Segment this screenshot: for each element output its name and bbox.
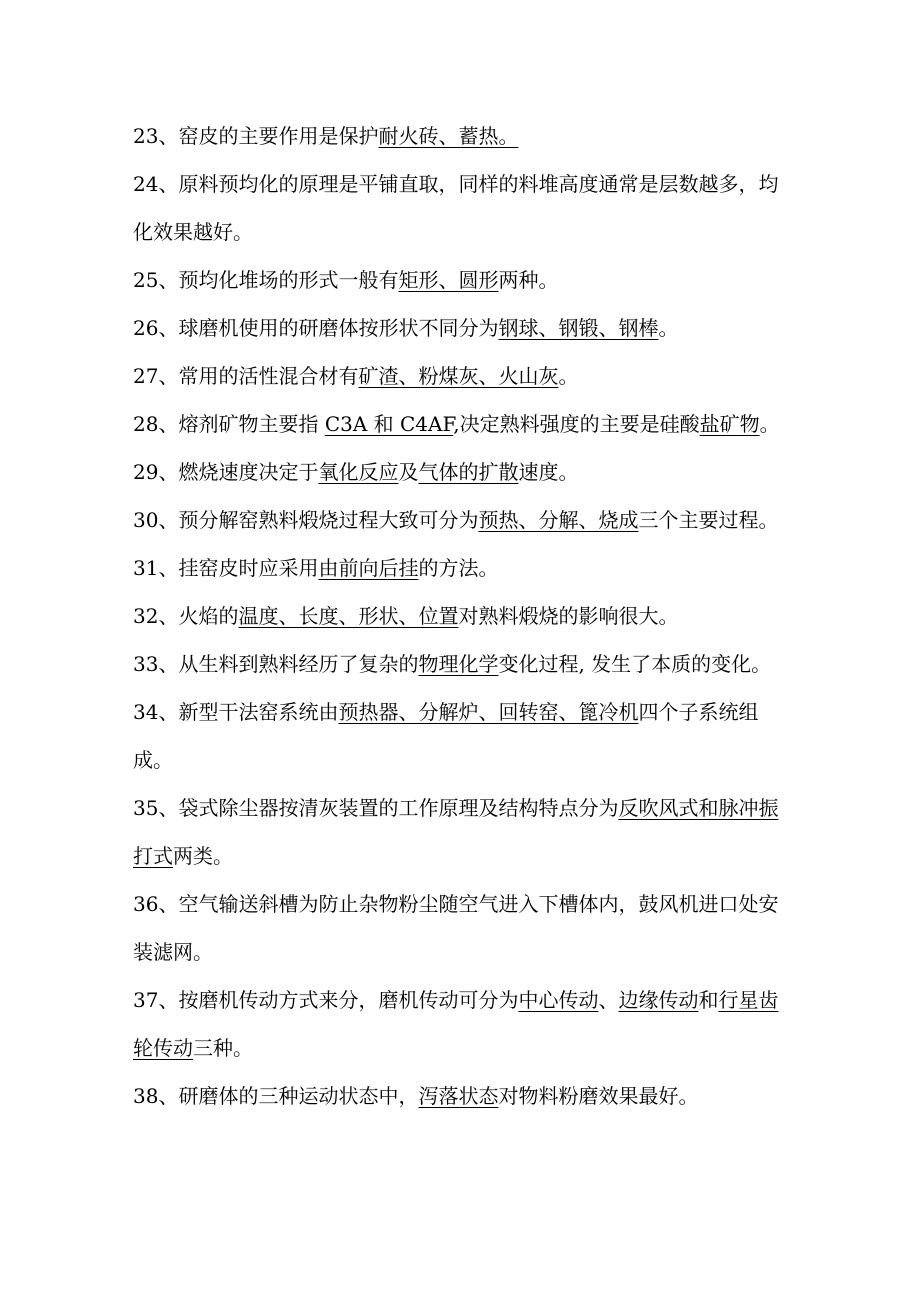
question-item xyxy=(133,400,793,448)
question-text: 26、球磨机使用的研磨体按形状不同分为 xyxy=(133,316,499,340)
question-text: 25、预均化堆场的形式一般有 xyxy=(133,268,399,292)
question-text: ,决定熟料强度的主要是硅酸 xyxy=(453,412,700,436)
question-text: 两类。 xyxy=(173,844,233,868)
answer-blank: 耐火砖、蓄热。 xyxy=(378,124,519,148)
question-item xyxy=(133,112,793,160)
question-item xyxy=(133,640,793,688)
question-item xyxy=(133,496,793,544)
answer-blank: 泻落状态 xyxy=(418,1084,499,1108)
answer-blank: 反吹风式和脉冲振打式 xyxy=(133,796,779,868)
answer-blank: 矿渣、粉煤灰、火山灰 xyxy=(358,364,559,388)
answer-blank: 中心传动 xyxy=(518,988,599,1012)
answer-blank: 气体的扩散 xyxy=(418,460,519,484)
question-item xyxy=(133,304,793,352)
answer-blank: 盐矿物 xyxy=(699,412,760,436)
question-text: 32、火焰的 xyxy=(133,604,239,628)
question-text: 35、袋式除尘器按清灰装置的工作原理及结构特点分为 xyxy=(133,796,619,820)
question-text: 38、研磨体的三种运动状态中， xyxy=(133,1084,419,1108)
question-text: 四个子系统组成。 xyxy=(133,700,759,772)
question-text: 三种。 xyxy=(193,1036,253,1060)
answer-blank: 氧化反应 xyxy=(318,460,399,484)
answer-blank: 预热器、分解炉、回转窑、篦冷机 xyxy=(338,700,639,724)
question-text: 三个主要过程。 xyxy=(638,508,779,532)
question-text: 34、新型干法窑系统由 xyxy=(133,700,339,724)
answer-blank: 矩形、圆形 xyxy=(398,268,499,292)
question-list xyxy=(133,112,793,1120)
question-item xyxy=(133,688,793,784)
question-text: 37、按磨机传动方式来分，磨机传动可分为 xyxy=(133,988,519,1012)
question-text: 29、燃烧速度决定于 xyxy=(133,460,319,484)
question-text: 30、预分解窑熟料煅烧过程大致可分为 xyxy=(133,508,479,532)
question-text: 速度。 xyxy=(518,460,579,484)
question-item xyxy=(133,784,793,880)
question-text: 对物料粉磨效果最好。 xyxy=(498,1084,699,1108)
question-text: 36、空气输送斜槽为防止杂物粉尘随空气进入下槽体内，鼓风机进口处安装滤网。 xyxy=(133,892,779,964)
answer-blank: 温度、长度、形状、位置 xyxy=(238,604,459,628)
question-text: 两种。 xyxy=(498,268,559,292)
question-item xyxy=(133,592,793,640)
question-text: 及 xyxy=(398,460,419,484)
answer-blank: 由前向后挂 xyxy=(318,556,419,580)
answer-blank: C3A 和 C4AF xyxy=(324,412,454,436)
question-text: 23、窑皮的主要作用是保护 xyxy=(133,124,379,148)
question-text: 。 xyxy=(558,364,579,388)
question-text: 31、挂窑皮时应采用 xyxy=(133,556,319,580)
question-text: 33、从生料到熟料经历了复杂的 xyxy=(133,652,419,676)
question-item xyxy=(133,976,793,1072)
question-item xyxy=(133,880,793,976)
answer-blank: 钢球、钢锻、钢棒 xyxy=(498,316,659,340)
question-item xyxy=(133,256,793,304)
question-text: 。 xyxy=(759,412,780,436)
question-item xyxy=(133,1072,793,1120)
question-text: 的方法。 xyxy=(418,556,499,580)
question-item xyxy=(133,448,793,496)
question-text: 24、原料预均化的原理是平铺直取，同样的料堆高度通常是层数越多，均化效果越好。 xyxy=(133,172,779,244)
question-text: 、 xyxy=(598,988,619,1012)
question-item xyxy=(133,352,793,400)
answer-blank: 物理化学 xyxy=(418,652,499,676)
question-item xyxy=(133,544,793,592)
question-text: 和 xyxy=(698,988,719,1012)
question-text: 28、熔剂矿物主要指 xyxy=(133,412,325,436)
answer-blank: 行星齿轮传动 xyxy=(133,988,779,1060)
question-text: 变化过程, 发生了本质的变化。 xyxy=(498,652,772,676)
answer-blank: 预热、分解、烧成 xyxy=(478,508,639,532)
answer-blank: 边缘传动 xyxy=(618,988,699,1012)
question-item xyxy=(133,160,793,256)
question-text: 27、常用的活性混合材有 xyxy=(133,364,359,388)
question-text: 对熟料煅烧的影响很大。 xyxy=(458,604,679,628)
question-text: 。 xyxy=(658,316,679,340)
